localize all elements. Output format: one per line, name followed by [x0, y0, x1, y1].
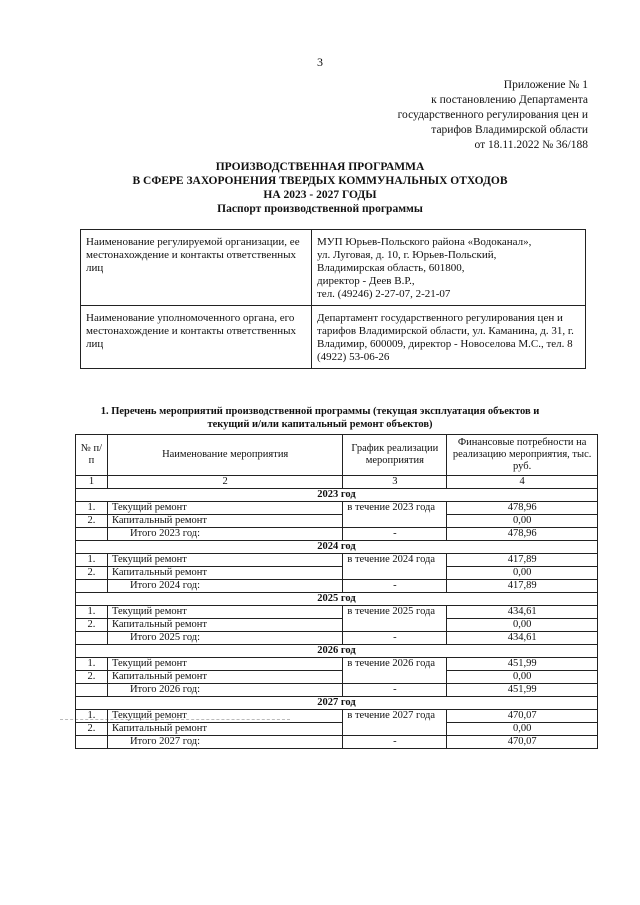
- column-numbers-row: [76, 476, 598, 489]
- passport-value-line: ул. Луговая, д. 10, г. Юрьев-Польский,: [317, 249, 497, 261]
- table-row: [76, 671, 598, 684]
- total-num-cell: [76, 528, 108, 541]
- total-label: Итого 2023 год:: [107, 528, 342, 541]
- item-name: Капитальный ремонт: [107, 671, 342, 684]
- total-label: Итого 2027 год:: [107, 736, 342, 749]
- total-row: [76, 736, 598, 749]
- table-row: [76, 606, 598, 619]
- title-line: В СФЕРЕ ЗАХОРОНЕНИЯ ТВЕРДЫХ КОММУНАЛЬНЫХ ОТХОДОВ: [132, 175, 508, 187]
- item-name: Капитальный ремонт: [107, 567, 342, 580]
- year-label: 2024 год: [76, 541, 598, 554]
- total-row: [76, 580, 598, 593]
- header-num: № п/п: [76, 435, 108, 476]
- table-row: [76, 723, 598, 736]
- section-title-line: 1. Перечень мероприятий производственной программы (текущая эксплуатация объектов и: [100, 406, 540, 417]
- item-number: 1.: [76, 710, 108, 723]
- document-title: [0, 160, 640, 216]
- item-value: 0,00: [447, 515, 598, 528]
- passport-row: [81, 306, 586, 369]
- total-value: 434,61: [447, 632, 598, 645]
- item-schedule: в течение 2026 года: [343, 658, 447, 684]
- section-title: [0, 405, 640, 431]
- total-value: 470,07: [447, 736, 598, 749]
- item-number: 1.: [76, 554, 108, 567]
- total-value: 451,99: [447, 684, 598, 697]
- item-value: 0,00: [447, 567, 598, 580]
- table-row: [76, 554, 598, 567]
- total-num-cell: [76, 580, 108, 593]
- section-title-line: текущий и/или капитальный ремонт объектов): [207, 419, 433, 430]
- total-value: 417,89: [447, 580, 598, 593]
- year-label: 2025 год: [76, 593, 598, 606]
- table-header-row: [76, 435, 598, 476]
- item-value: 451,99: [447, 658, 598, 671]
- total-num-cell: [76, 736, 108, 749]
- item-value: 434,61: [447, 606, 598, 619]
- title-line: ПРОИЗВОДСТВЕННАЯ ПРОГРАММА: [215, 161, 425, 173]
- total-schedule: -: [343, 684, 447, 697]
- table-row: [76, 619, 598, 632]
- table-row: [76, 567, 598, 580]
- total-row: [76, 632, 598, 645]
- year-label: 2023 год: [76, 489, 598, 502]
- total-schedule: -: [343, 528, 447, 541]
- appendix-line: тарифов Владимирской области: [431, 124, 588, 136]
- page-number: 3: [317, 55, 323, 69]
- item-name: Текущий ремонт: [107, 710, 342, 723]
- item-name: Текущий ремонт: [107, 658, 342, 671]
- item-schedule: в течение 2027 года: [343, 710, 447, 736]
- item-value: 0,00: [447, 619, 598, 632]
- total-schedule: -: [343, 736, 447, 749]
- item-name: Текущий ремонт: [107, 554, 342, 567]
- appendix-line: от 18.11.2022 № 36/188: [474, 139, 588, 151]
- item-number: 2.: [76, 619, 108, 632]
- passport-label: Наименование регулируемой организации, ее местонахождение и контакты ответственных лиц: [81, 230, 312, 306]
- title-line: НА 2023 - 2027 ГОДЫ: [263, 189, 377, 201]
- year-label: 2027 год: [76, 697, 598, 710]
- year-row: [76, 645, 598, 658]
- passport-heading: Паспорт производственной программы: [217, 203, 423, 215]
- item-name: Текущий ремонт: [107, 606, 342, 619]
- column-number: 2: [107, 476, 342, 489]
- year-row: [76, 697, 598, 710]
- passport-label: Наименование уполномоченного органа, его местонахождение и контакты ответственных лиц: [81, 306, 312, 369]
- table-row: [76, 502, 598, 515]
- year-label: 2026 год: [76, 645, 598, 658]
- total-label: Итого 2024 год:: [107, 580, 342, 593]
- item-number: 1.: [76, 502, 108, 515]
- column-number: 1: [76, 476, 108, 489]
- year-row: [76, 593, 598, 606]
- item-number: 2.: [76, 515, 108, 528]
- total-num-cell: [76, 684, 108, 697]
- item-value: 417,89: [447, 554, 598, 567]
- passport-value: Департамент государственного регулирования цен и тарифов Владимирской области, ул. Каманина, д. 31, г. Владимир, 600009, директор - Новоселова М.С., тел. 8 (4922) 53-06-26: [312, 306, 586, 369]
- passport-value-line: директор - Деев В.Р.,: [317, 275, 415, 287]
- total-schedule: -: [343, 580, 447, 593]
- total-num-cell: [76, 632, 108, 645]
- item-number: 2.: [76, 671, 108, 684]
- column-number: 3: [343, 476, 447, 489]
- passport-value-line: Владимирская область, 601800,: [317, 262, 465, 274]
- item-number: 2.: [76, 567, 108, 580]
- item-number: 1.: [76, 658, 108, 671]
- item-value: 0,00: [447, 723, 598, 736]
- appendix-block: [398, 78, 588, 153]
- table-row: [76, 658, 598, 671]
- item-value: 470,07: [447, 710, 598, 723]
- total-row: [76, 528, 598, 541]
- item-name: Текущий ремонт: [107, 502, 342, 515]
- item-value: 478,96: [447, 502, 598, 515]
- item-value: 0,00: [447, 671, 598, 684]
- appendix-line: к постановлению Департамента: [431, 94, 588, 106]
- passport-value-line: МУП Юрьев-Польского района «Водоканал»,: [317, 236, 532, 248]
- item-number: 2.: [76, 723, 108, 736]
- total-label: Итого 2025 год:: [107, 632, 342, 645]
- year-row: [76, 489, 598, 502]
- appendix-line: Приложение № 1: [503, 79, 588, 91]
- measures-table: [75, 434, 598, 749]
- column-number: 4: [447, 476, 598, 489]
- item-name: Капитальный ремонт: [107, 515, 342, 528]
- item-schedule: в течение 2024 года: [343, 554, 447, 580]
- total-schedule: -: [343, 632, 447, 645]
- passport-value: [312, 230, 586, 306]
- total-label: Итого 2026 год:: [107, 684, 342, 697]
- appendix-line: государственного регулирования цен и: [397, 109, 588, 121]
- passport-table: [80, 229, 586, 369]
- item-name: Капитальный ремонт: [107, 723, 342, 736]
- header-name: Наименование мероприятия: [107, 435, 342, 476]
- year-row: [76, 541, 598, 554]
- header-finance: Финансовые потребности на реализацию мероприятия, тыс. руб.: [447, 435, 598, 476]
- header-schedule: График реализации мероприятия: [343, 435, 447, 476]
- item-schedule: в течение 2023 года: [343, 502, 447, 528]
- passport-row: [81, 230, 586, 306]
- item-number: 1.: [76, 606, 108, 619]
- table-row: [76, 515, 598, 528]
- total-value: 478,96: [447, 528, 598, 541]
- item-name: Капитальный ремонт: [107, 619, 342, 632]
- total-row: [76, 684, 598, 697]
- table-row: [76, 710, 598, 723]
- item-schedule: в течение 2025 года: [343, 606, 447, 632]
- passport-value-line: тел. (49246) 2-27-07, 2-21-07: [317, 288, 451, 300]
